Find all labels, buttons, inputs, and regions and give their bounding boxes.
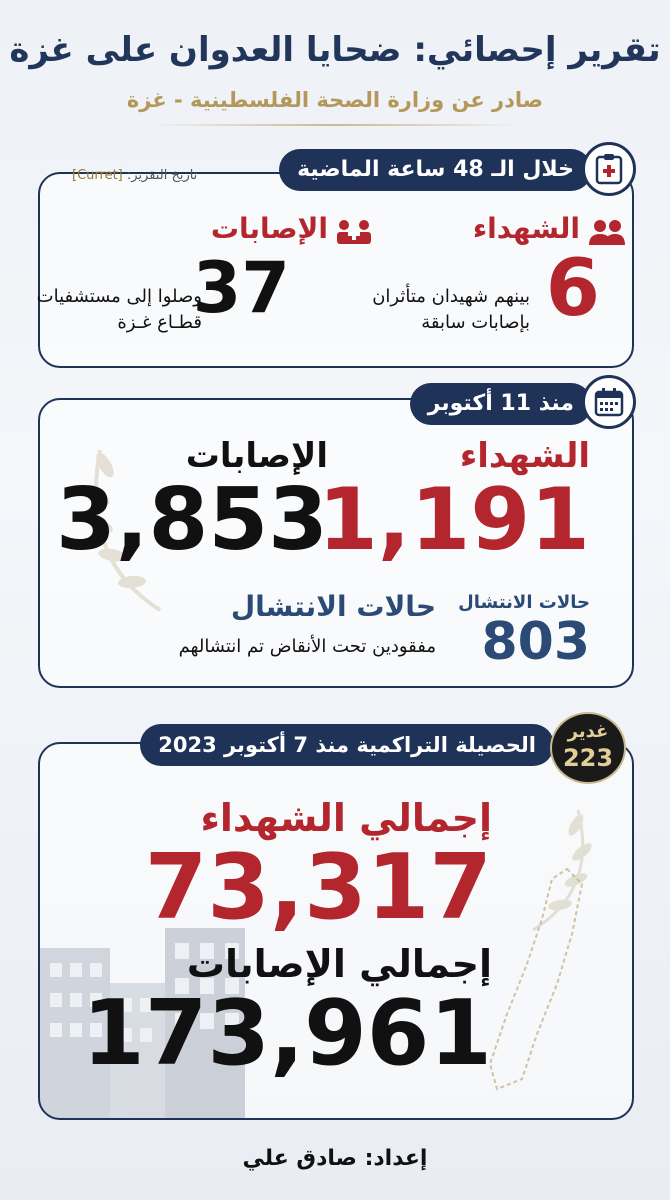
credit: إعداد: صادق علي (242, 1146, 428, 1171)
injuries-48h-value: 37 (192, 247, 290, 329)
last-48h-card (38, 172, 634, 368)
recovery-note: مفقودين تحت الأنقاض تم انتشالهم (178, 636, 436, 657)
total-injuries-value: 173,961 (82, 981, 492, 1086)
injuries-since-oct11-value: 3,853 (55, 470, 328, 570)
ghadeer-badge (550, 712, 626, 784)
martyrs-48h-value: 6 (545, 244, 600, 334)
ghadeer-badge-word: غدير (567, 721, 609, 742)
injuries-48h-note-line1: وصلوا إلى مستشفيات (36, 286, 202, 307)
since-oct-11-label: منذ 11 أكتوبر (410, 383, 592, 425)
cumulative-label: الحصيلة التراكمية منذ 7 أكتوبر 2023 (140, 724, 554, 766)
calendar-icon (582, 375, 636, 429)
recovery-label: حالات الانتشال (230, 590, 436, 623)
medical-clipboard-icon (582, 142, 636, 196)
report-date-value: [Curret] (72, 168, 123, 183)
page-subtitle: صادر عن وزارة الصحة الفلسطينية - غزة (126, 88, 544, 112)
total-injuries-label: إجمالي الإصابات (186, 942, 492, 986)
recovery-value: 803 (481, 612, 590, 672)
martyrs-since-oct11-label: الشهداء (459, 436, 590, 476)
martyrs-since-oct11-value: 1,191 (317, 470, 590, 570)
total-martyrs-value: 73,317 (144, 835, 492, 940)
total-martyrs-label: إجمالي الشهداء (200, 796, 492, 840)
martyrs-48h-label: الشهداء (472, 212, 580, 245)
martyrs-48h-note (372, 284, 530, 336)
injuries-since-oct11-label: الإصابات (185, 436, 328, 476)
report-date-label: تاريخ التقرير: (126, 168, 198, 183)
injured-group-icon (336, 218, 372, 250)
title-divider (150, 124, 520, 126)
martyrs-48h-note-line2: بإصابات سابقة (421, 312, 530, 333)
ghadeer-badge-number: 223 (562, 744, 614, 772)
report-date (72, 168, 197, 183)
injuries-48h-note (37, 284, 202, 336)
page-title: تقرير إحصائي: ضحايا العدوان على غزة (9, 30, 661, 70)
injuries-48h-label: الإصابات (210, 212, 328, 245)
last-48h-label: خلال الـ 48 ساعة الماضية (279, 149, 592, 191)
injuries-48h-note-line2: قطـاع غـزة (117, 312, 202, 333)
laurel-wreath-right-icon (518, 790, 608, 940)
martyrs-48h-note-line1: بينهم شهيدان متأثران (372, 286, 530, 307)
recovery-small-label: حالات الانتشال (458, 592, 590, 613)
